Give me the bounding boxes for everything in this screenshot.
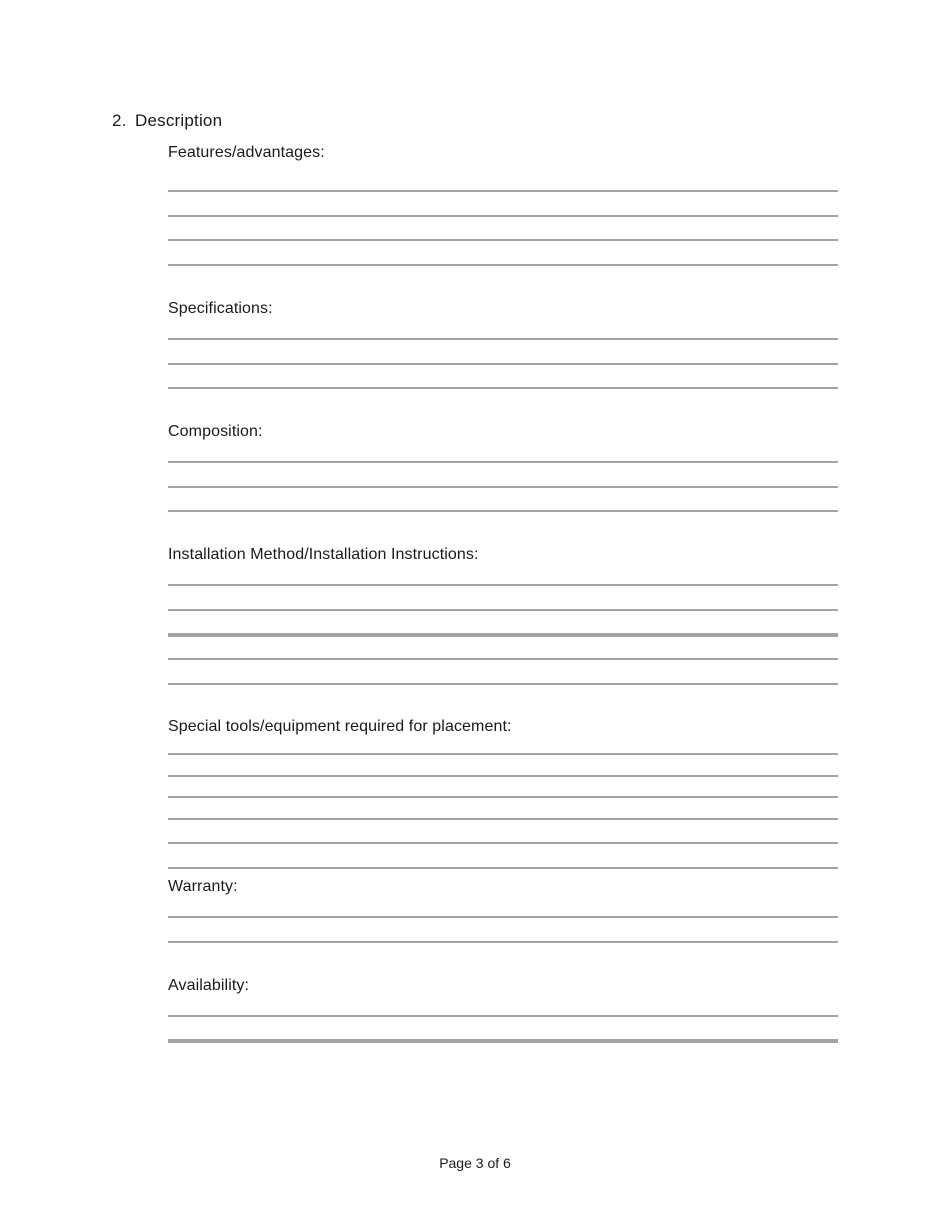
warranty-label: Warranty: xyxy=(168,878,238,895)
special-tools-line-5[interactable] xyxy=(168,842,838,844)
special-tools-label: Special tools/equipment required for placement: xyxy=(168,718,512,735)
special-tools-line-3[interactable] xyxy=(168,796,838,798)
installation-line-5[interactable] xyxy=(168,683,838,685)
special-tools-line-2[interactable] xyxy=(168,775,838,777)
installation-line-2[interactable] xyxy=(168,609,838,611)
features-line-3[interactable] xyxy=(168,239,838,241)
availability-line-1[interactable] xyxy=(168,1015,838,1017)
section-heading xyxy=(112,111,222,131)
installation-line-3b xyxy=(168,635,838,637)
installation-label: Installation Method/Installation Instructions: xyxy=(168,546,479,563)
warranty-line-1[interactable] xyxy=(168,916,838,918)
special-tools-line-4[interactable] xyxy=(168,818,838,820)
section-title: Description xyxy=(135,111,223,130)
specifications-label: Specifications: xyxy=(168,300,273,317)
special-tools-line-1[interactable] xyxy=(168,753,838,755)
features-line-2[interactable] xyxy=(168,215,838,217)
installation-line-4[interactable] xyxy=(168,658,838,660)
specifications-line-2[interactable] xyxy=(168,363,838,365)
special-tools-line-6[interactable] xyxy=(168,867,838,869)
composition-label: Composition: xyxy=(168,423,263,440)
composition-line-2[interactable] xyxy=(168,486,838,488)
installation-line-1[interactable] xyxy=(168,584,838,586)
specifications-line-1[interactable] xyxy=(168,338,838,340)
section-number: 2. xyxy=(112,111,127,130)
page-number: Page 3 of 6 xyxy=(439,1155,511,1171)
features-line-4[interactable] xyxy=(168,264,838,266)
composition-line-1[interactable] xyxy=(168,461,838,463)
specifications-line-3[interactable] xyxy=(168,387,838,389)
availability-line-2b xyxy=(168,1041,838,1043)
features-line-1[interactable] xyxy=(168,190,838,192)
availability-label: Availability: xyxy=(168,977,250,994)
composition-line-3[interactable] xyxy=(168,510,838,512)
warranty-line-2[interactable] xyxy=(168,941,838,943)
features-label: Features/advantages: xyxy=(168,144,325,161)
